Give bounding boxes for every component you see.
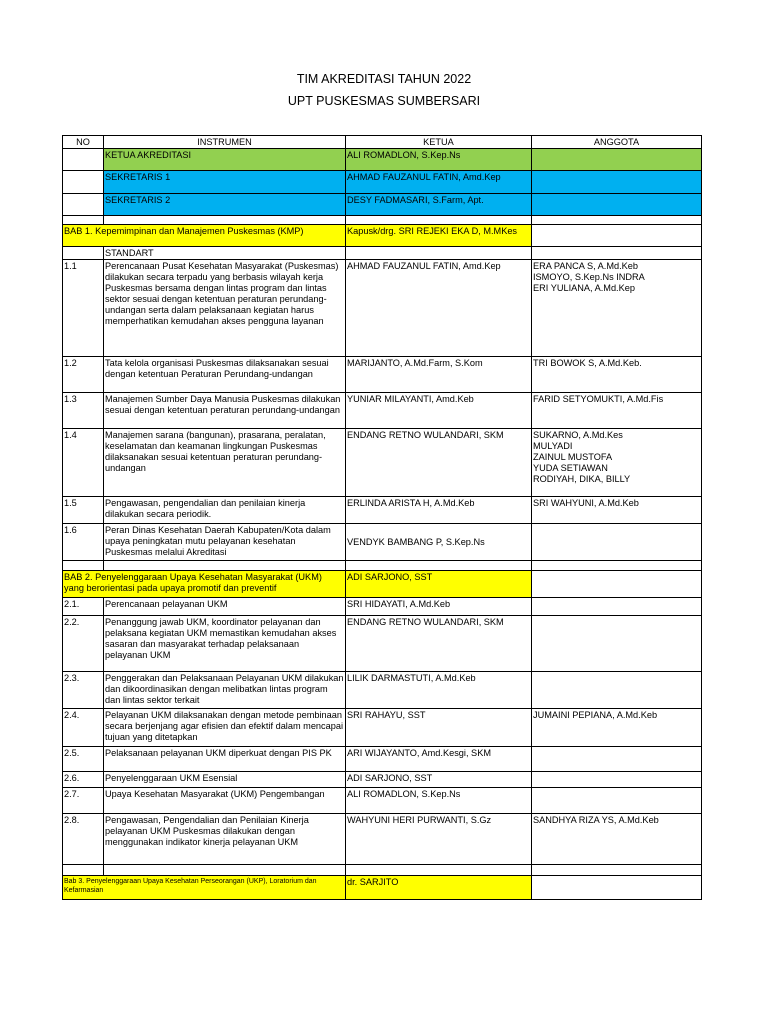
cell-no: 1.1	[63, 260, 104, 357]
cell-ketua	[346, 865, 532, 876]
cell-ketua	[346, 216, 532, 225]
cell-no: 2.8.	[63, 814, 104, 865]
table-row	[63, 393, 702, 429]
cell-anggota	[532, 616, 702, 672]
table-row	[63, 260, 702, 357]
cell-ketua	[346, 247, 532, 260]
accreditation-team-table	[62, 135, 702, 900]
document-title: TIM AKREDITASI TAHUN 2022	[296, 72, 472, 86]
cell-anggota: FARID SETYOMUKTI, A.Md.Fis	[532, 393, 702, 429]
cell-anggota	[532, 672, 702, 709]
cell-anggota: SANDHYA RIZA YS, A.Md.Keb	[532, 814, 702, 865]
cell-ketua: ARI WIJAYANTO, Amd.Kesgi, SKM	[346, 747, 532, 772]
cell-no	[63, 247, 104, 260]
cell-no	[63, 171, 104, 194]
cell-anggota	[532, 225, 702, 247]
cell-instrumen: SEKRETARIS 2	[104, 194, 346, 216]
cell-anggota	[532, 571, 702, 598]
cell-anggota	[532, 772, 702, 788]
cell-no: 2.4.	[63, 709, 104, 747]
cell-anggota	[532, 865, 702, 876]
cell-no	[63, 561, 104, 571]
column-header-anggota: ANGGOTA	[532, 136, 702, 149]
table-row	[63, 194, 702, 216]
table-row	[63, 814, 702, 865]
cell-ketua: dr. SARJITO	[346, 876, 532, 900]
cell-ketua: AHMAD FAUZANUL FATIN, Amd.Kep	[346, 171, 532, 194]
cell-anggota	[532, 598, 702, 616]
cell-instrumen: Pengawasan, Pengendalian dan Penilaian Kinerja pelayanan UKM Puskesmas dilakukan dengan menggunakan indikator kinerja pelayanan UKM	[104, 814, 346, 865]
cell-ketua: YUNIAR MILAYANTI, Amd.Keb	[346, 393, 532, 429]
document-subtitle: UPT PUSKESMAS SUMBERSARI	[287, 94, 481, 108]
table-row	[63, 571, 702, 598]
cell-ketua: SRI RAHAYU, SST	[346, 709, 532, 747]
cell-instrumen: Perencanaan pelayanan UKM	[104, 598, 346, 616]
table-row	[63, 865, 702, 876]
cell-no: 2.2.	[63, 616, 104, 672]
table-row	[63, 357, 702, 393]
cell-ketua: SRI HIDAYATI, A.Md.Keb	[346, 598, 532, 616]
column-header-ketua: KETUA	[346, 136, 532, 149]
cell-no: 1.2	[63, 357, 104, 393]
cell-ketua: ERLINDA ARISTA H, A.Md.Keb	[346, 497, 532, 524]
cell-anggota	[532, 788, 702, 814]
cell-no: 2.5.	[63, 747, 104, 772]
cell-no	[63, 149, 104, 171]
cell-no	[63, 865, 104, 876]
table-row	[63, 747, 702, 772]
table-row	[63, 672, 702, 709]
table-row	[63, 149, 702, 171]
cell-no	[63, 194, 104, 216]
cell-no: 1.6	[63, 524, 104, 561]
cell-ketua: VENDYK BAMBANG P, S.Kep.Ns	[346, 524, 532, 561]
cell-ketua: ENDANG RETNO WULANDARI, SKM	[346, 429, 532, 497]
cell-instrumen: Pengawasan, pengendalian dan penilaian kinerja dilakukan secara periodik.	[104, 497, 346, 524]
cell-no: 2.3.	[63, 672, 104, 709]
cell-anggota: TRI BOWOK S, A.Md.Keb.	[532, 357, 702, 393]
cell-no: 1.4	[63, 429, 104, 497]
cell-instrumen	[104, 216, 346, 225]
cell-ketua: ALI ROMADLON, S.Kep.Ns	[346, 788, 532, 814]
table-row	[63, 247, 702, 260]
cell-instrumen: Pelayanan UKM dilaksanakan dengan metode pembinaan secara berjenjang agar efisien dan efektif dalam mencapai tujuan yang ditetapkan	[104, 709, 346, 747]
column-header-no: NO	[63, 136, 104, 149]
table-row	[63, 616, 702, 672]
cell-instrumen: Pelaksanaan pelayanan UKM diperkuat dengan PIS PK	[104, 747, 346, 772]
cell-ketua: ENDANG RETNO WULANDARI, SKM	[346, 616, 532, 672]
cell-ketua: AHMAD FAUZANUL FATIN, Amd.Kep	[346, 260, 532, 357]
cell-instrumen: KETUA AKREDITASI	[104, 149, 346, 171]
cell-instrumen: Perencanaan Pusat Kesehatan Masyarakat (Puskesmas) dilakukan secara terpadu yang berbasis wilayah kerja Puskesmas bersama dengan lintas program dan lintas sektor sesuai dengan ketentuan peraturan perundang-undangan serta dalam pelaksanaan kegiatan harus memperhatikan kemudahan akses pengguna layanan	[104, 260, 346, 357]
cell-no	[63, 216, 104, 225]
table-row	[63, 429, 702, 497]
table-row	[63, 225, 702, 247]
cell-no: 1.3	[63, 393, 104, 429]
cell-instrumen: Penggerakan dan Pelaksanaan Pelayanan UKM dilakukan dan dikoordinasikan dengan melibatkan lintas program dan lintas sektor terkait	[104, 672, 346, 709]
cell-instrumen	[104, 865, 346, 876]
cell-ketua: ADI SARJONO, SST	[346, 571, 532, 598]
cell-instrumen: Penanggung jawab UKM, koordinator pelayanan dan pelaksana kegiatan UKM memastikan kemudahan akses sasaran dan masyarakat terhadap pelaksanaan pelayanan UKM	[104, 616, 346, 672]
cell-no: 1.5	[63, 497, 104, 524]
cell-anggota	[532, 194, 702, 216]
cell-no: 2.1.	[63, 598, 104, 616]
cell-ketua: LILIK DARMASTUTI, A.Md.Keb	[346, 672, 532, 709]
cell-instrumen: Penyelenggaraan UKM Esensial	[104, 772, 346, 788]
table-row	[63, 772, 702, 788]
cell-anggota	[532, 247, 702, 260]
cell-no: 2.7.	[63, 788, 104, 814]
cell-anggota: SUKARNO, A.Md.Kes MULYADI ZAINUL MUSTOFA YUDA SETIAWAN RODIYAH, DIKA, BILLY	[532, 429, 702, 497]
cell-anggota	[532, 171, 702, 194]
cell-instrumen: SEKRETARIS 1	[104, 171, 346, 194]
cell-ketua	[346, 561, 532, 571]
table-row	[63, 788, 702, 814]
cell-anggota	[532, 876, 702, 900]
cell-ketua: ADI SARJONO, SST	[346, 772, 532, 788]
table-row	[63, 561, 702, 571]
cell-ketua: ALI ROMADLON, S.Kep.Ns	[346, 149, 532, 171]
cell-anggota	[532, 561, 702, 571]
cell-instrumen: Manajemen Sumber Daya Manusia Puskesmas dilakukan sesuai dengan ketentuan peraturan perundang-undangan	[104, 393, 346, 429]
cell-anggota: JUMAINI PEPIANA, A.Md.Keb	[532, 709, 702, 747]
column-header-instrumen: INSTRUMEN	[104, 136, 346, 149]
cell-no: 2.6.	[63, 772, 104, 788]
cell-anggota	[532, 216, 702, 225]
cell-instrumen: Manajemen sarana (bangunan), prasarana, peralatan, keselamatan dan keamanan lingkungan Puskesmas dilaksanakan sesuai ketentuan peraturan perundang-undangan	[104, 429, 346, 497]
cell-ketua: WAHYUNI HERI PURWANTI, S.Gz	[346, 814, 532, 865]
table-row	[63, 497, 702, 524]
table-row	[63, 524, 702, 561]
table-header-row	[63, 136, 702, 149]
table-row	[63, 171, 702, 194]
cell-anggota	[532, 149, 702, 171]
cell-instrumen: Bab 3. Penyelenggaraan Upaya Kesehatan Perseorangan (UKP), Loratorium dan Kefarmasian	[63, 876, 346, 900]
cell-ketua: DESY FADMASARI, S.Farm, Apt.	[346, 194, 532, 216]
cell-anggota	[532, 747, 702, 772]
cell-instrumen: Upaya Kesehatan Masyarakat (UKM) Pengembangan	[104, 788, 346, 814]
cell-anggota: SRI WAHYUNI, A.Md.Keb	[532, 497, 702, 524]
cell-anggota	[532, 524, 702, 561]
cell-instrumen: Tata kelola organisasi Puskesmas dilaksanakan sesuai dengan ketentuan Peraturan Perundang-undangan	[104, 357, 346, 393]
table-row	[63, 876, 702, 900]
cell-instrumen: Peran Dinas Kesehatan Daerah Kabupaten/Kota dalam upaya peningkatan mutu pelayanan kesehatan Puskesmas melalui Akreditasi	[104, 524, 346, 561]
table-row	[63, 598, 702, 616]
cell-ketua: Kapusk/drg. SRI REJEKI EKA D, M.MKes	[346, 225, 532, 247]
cell-anggota: ERA PANCA S, A.Md.Keb ISMOYO, S.Kep.Ns INDRA ERI YULIANA, A.Md.Kep	[532, 260, 702, 357]
cell-instrumen: STANDART	[104, 247, 346, 260]
cell-instrumen: BAB 2. Penyelenggaraan Upaya Kesehatan Masyarakat (UKM) yang berorientasi pada upaya promotif dan preventif	[63, 571, 346, 598]
table-row	[63, 709, 702, 747]
table-row	[63, 216, 702, 225]
cell-instrumen: BAB 1. Kepemimpinan dan Manajemen Puskesmas (KMP)	[63, 225, 346, 247]
cell-ketua: MARIJANTO, A.Md.Farm, S.Kom	[346, 357, 532, 393]
cell-instrumen	[104, 561, 346, 571]
